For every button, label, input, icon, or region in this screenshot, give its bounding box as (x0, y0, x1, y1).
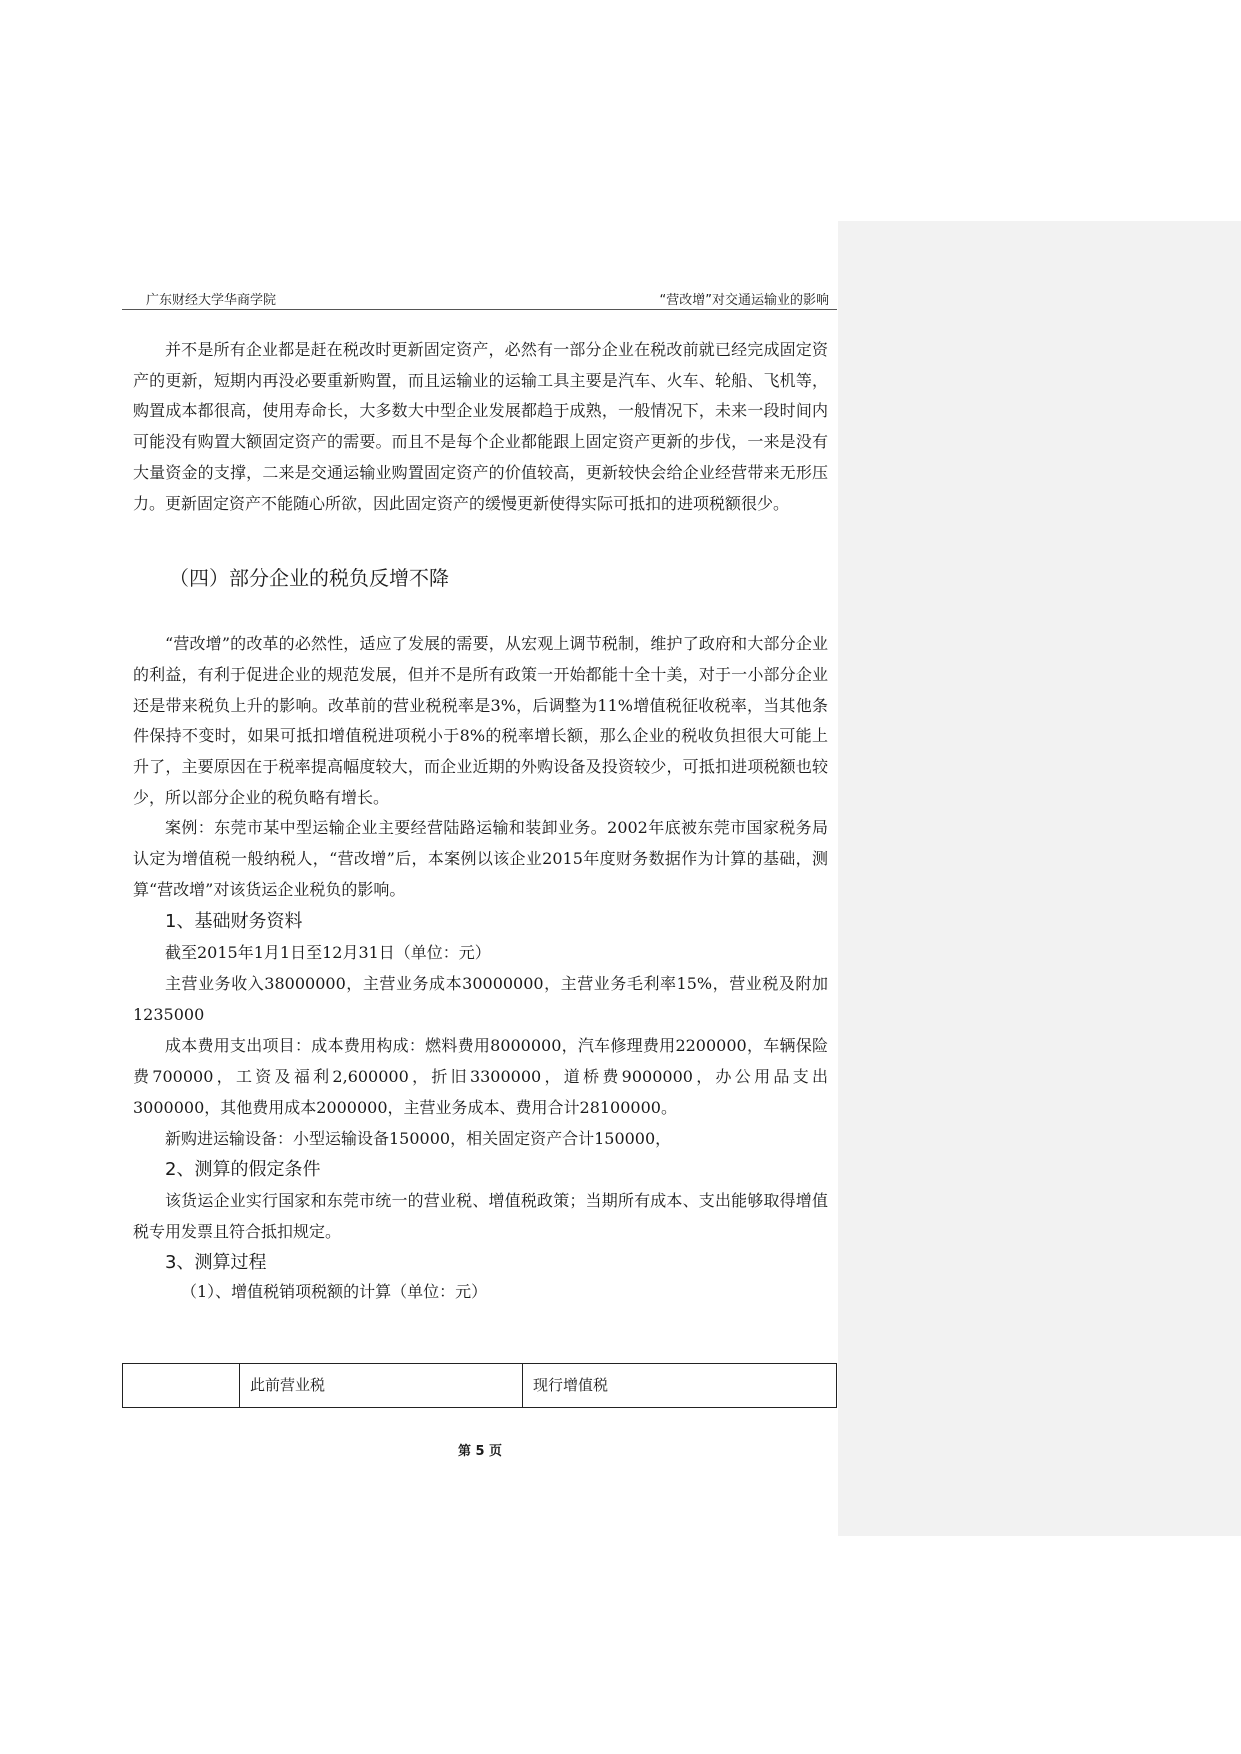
section-heading-4: （四）部分企业的税负反增不降 (169, 566, 449, 591)
table-header-business-tax: 此前营业税 (240, 1364, 523, 1408)
section-3-title: 3、测算过程 (165, 1251, 267, 1273)
table-cell-blank (123, 1364, 240, 1408)
paragraph-case: 案例：东莞市某中型运输企业主要经营陆路运输和装卸业务。2002年底被东莞市国家税务局认定为增值税一般纳税人，“营改增”后，本案例以该企业2015年度财务数据作为计算的基础，测算“营改增”对该货运企业税负的影响。 (133, 818, 828, 899)
calc-label: （1）、增值税销项税额的计算（单位：元） (181, 1281, 488, 1301)
paragraph-tax-increase: “营改增”的改革的必然性，适应了发展的需要，从宏观上调节税制，维护了政府和大部分企业的利益，有利于促进企业的规范发展，但并不是所有政策一开始都能十全十美，对于一小部分企业还是带来税负上升的影响。改革前的营业税税率是3%，后调整为11%增值税征收税率，当其他条件保持不变时，如果可抵扣增值税进项税小于8%的税率增长额，那么企业的税收负担很大可能上升了，主要原因在于税率提高幅度较大，而企业近期的外购设备及投资较少，可抵扣进项税额也较少，所以部分企业的税负略有增长。 (133, 634, 828, 807)
header-school: 广东财经大学华商学院 (146, 293, 277, 308)
page-header (122, 287, 837, 310)
section-1-title: 1、基础财务资料 (165, 910, 303, 932)
income-line: 主营业务收入38000000，主营业务成本30000000，主营业务毛利率15%，营业税及附加1235000 (133, 973, 828, 1024)
header-title: “营改增”对交通运输业的影响 (659, 293, 829, 308)
comment-margin (838, 221, 1241, 1536)
equipment-line: 新购进运输设备：小型运输设备150000，相关固定资产合计150000， (165, 1128, 672, 1148)
page-number: 第 5 页 (457, 1444, 503, 1459)
period-line: 截至2015年1月1日至12月31日（单位：元） (165, 942, 491, 962)
section-2-title: 2、测算的假定条件 (165, 1158, 321, 1180)
page-body (133, 335, 828, 1305)
paragraph-asset-update: 并不是所有企业都是赶在税改时更新固定资产，必然有一部分企业在税改前就已经完成固定资产的更新，短期内再没必要重新购置，而且运输业的运输工具主要是汽车、火车、轮船、飞机等，购置成本都很高，使用寿命长，大多数大中型企业发展都趋于成熟，一般情况下，未来一段时间内可能没有购置大额固定资产的需要。而且不是每个企业都能跟上固定资产更新的步伐，一来是没有大量资金的支撑，二来是交通运输业购置固定资产的价值较高，更新较快会给企业经营带来无形压力。更新固定资产不能随心所欲，因此固定资产的缓慢更新使得实际可抵扣的进项税额很少。 (133, 340, 828, 513)
tax-comparison-table (122, 1363, 837, 1408)
assumption-text: 该货运企业实行国家和东莞市统一的营业税、增值税政策；当期所有成本、支出能够取得增值税专用发票且符合抵扣规定。 (133, 1190, 828, 1241)
table-header-vat: 现行增值税 (523, 1364, 837, 1408)
costs-line: 成本费用支出项目：成本费用构成：燃料费用8000000，汽车修理费用2200000，车辆保险费700000，工资及福利2,600000，折旧3300000，道桥费9000000，办公用品支出3000000，其他费用成本2000000，主营业务成本、费用合计28100000。 (133, 1035, 828, 1117)
table-row (123, 1364, 837, 1408)
